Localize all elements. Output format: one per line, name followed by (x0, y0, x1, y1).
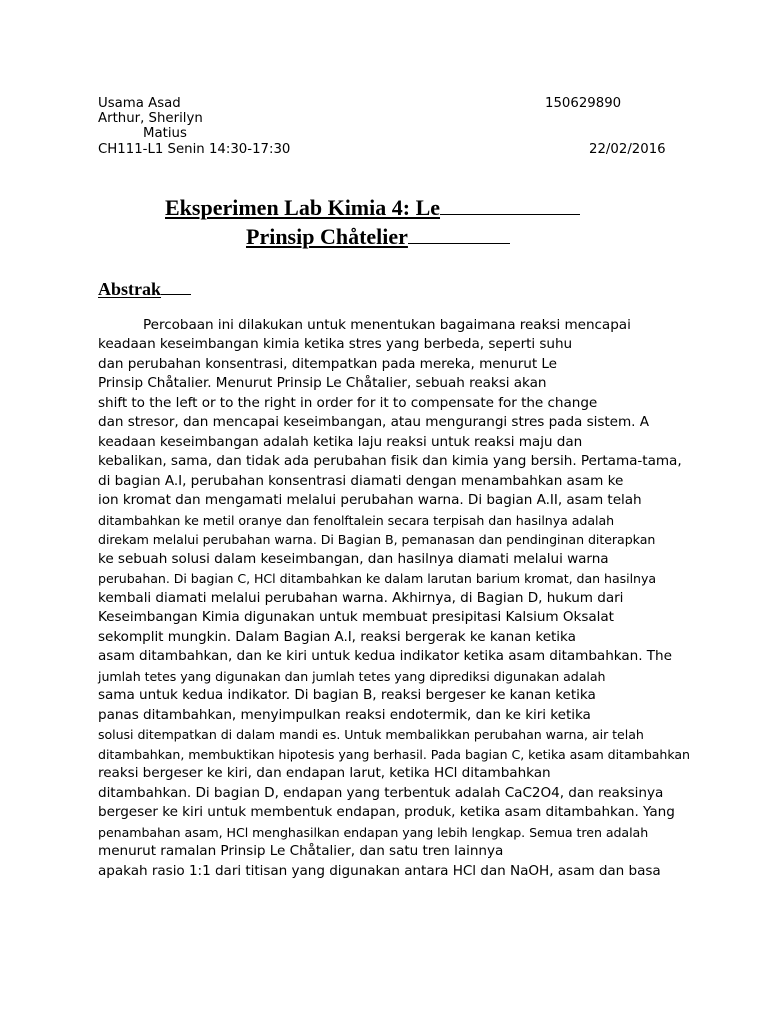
course-session: CH111-L1 Senin 14:30-17:30 (98, 142, 291, 157)
paragraph-line: perubahan. Di bagian C, HCl ditambahkan ke dalam larutan barium kromat, dan hasilnya (98, 571, 657, 586)
paragraph-line: menurut ramalan Prinsip Le Chåtalier, dan satu tren lainnya (98, 843, 504, 859)
paragraph-line: sama untuk kedua indikator. Di bagian B, reaksi bergeser ke kanan ketika (98, 687, 596, 703)
author-name: Usama Asad (98, 96, 181, 111)
report-date: 22/02/2016 (589, 142, 666, 157)
paragraph-line: ion kromat dan mengamati melalui perubahan warna. Di bagian A.II, asam telah (98, 492, 642, 508)
section-heading-rule (161, 293, 191, 295)
paragraph-line: kebalikan, sama, dan tidak ada perubahan fisik dan kimia yang bersih. Pertama-tama, (98, 453, 682, 469)
paragraph-line: apakah rasio 1:1 dari titisan yang digunakan antara HCl dan NaOH, asam dan basa (98, 863, 661, 879)
title-line-1 (165, 195, 580, 221)
paragraph-line: ke sebuah solusi dalam keseimbangan, dan hasilnya diamati melalui warna (98, 551, 609, 567)
paragraph-line: Prinsip Chåtalier. Menurut Prinsip Le Chåtalier, sebuah reaksi akan (98, 375, 547, 391)
paragraph-line: ditambahkan ke metil oranye dan fenolftalein secara terpisah dan hasilnya adalah (98, 513, 615, 528)
paragraph-line: di bagian A.I, perubahan konsentrasi diamati dengan menambahkan asam ke (98, 473, 624, 489)
paragraph-line: keadaan keseimbangan kimia ketika stres yang berbeda, seperti suhu (98, 336, 573, 352)
paragraph-line: kembali diamati melalui perubahan warna. Akhirnya, di Bagian D, hukum dari (98, 590, 624, 606)
student-id: 150629890 (545, 96, 622, 111)
paragraph-line: sekomplit mungkin. Dalam Bagian A.I, reaksi bergerak ke kanan ketika (98, 629, 576, 645)
paragraph-line: bergeser ke kiri untuk membentuk endapan, produk, ketika asam ditambahkan. Yang (98, 804, 675, 820)
paragraph-line: keadaan keseimbangan adalah ketika laju reaksi untuk reaksi maju dan (98, 434, 583, 450)
paragraph-line: Keseimbangan Kimia digunakan untuk membuat presipitasi Kalsium Oksalat (98, 609, 614, 625)
section-heading-text: Abstrak (98, 279, 162, 299)
paragraph-line: ditambahkan. Di bagian D, endapan yang terbentuk adalah CaC2O4, dan reaksinya (98, 785, 664, 801)
paragraph-line: penambahan asam, HCl menghasilkan endapan yang lebih lengkap. Semua tren adalah (98, 825, 649, 840)
paragraph-line: dan stresor, dan mencapai keseimbangan, atau mengurangi stres pada sistem. A (98, 414, 649, 430)
paragraph-line: Percobaan ini dilakukan untuk menentukan bagaimana reaksi mencapai (143, 317, 631, 333)
title-line-2-rule (408, 242, 510, 244)
paragraph-line: jumlah tetes yang digunakan dan jumlah tetes yang diprediksi digunakan adalah (98, 669, 606, 684)
partners-line-2: Matius (143, 126, 187, 141)
paragraph-line: solusi ditempatkan di dalam mandi es. Untuk membalikkan perubahan warna, air telah (98, 727, 644, 742)
section-heading-abstract (98, 278, 191, 300)
paragraph-line: shift to the left or to the right in order for it to compensate for the change (98, 395, 598, 411)
title-line-2-text: Prinsip Chåtelier (246, 224, 408, 249)
paragraph-line: dan perubahan konsentrasi, ditempatkan pada mereka, menurut Le (98, 356, 557, 372)
partners-line-1: Arthur, Sherilyn (98, 111, 203, 126)
paragraph-line: panas ditambahkan, menyimpulkan reaksi endotermik, dan ke kiri ketika (98, 707, 591, 723)
title-line-1-text: Eksperimen Lab Kimia 4: Le (165, 195, 441, 220)
title-line-2 (246, 224, 510, 250)
paragraph-line: asam ditambahkan, dan ke kiri untuk kedua indikator ketika asam ditambahkan. The (98, 648, 672, 664)
paragraph-line: ditambahkan, membuktikan hipotesis yang berhasil. Pada bagian C, ketika asam ditambahkan (98, 747, 690, 762)
paragraph-line: reaksi bergeser ke kiri, dan endapan larut, ketika HCl ditambahkan (98, 765, 551, 781)
paragraph-line: direkam melalui perubahan warna. Di Bagian B, pemanasan dan pendinginan diterapkan (98, 532, 656, 547)
title-line-1-rule (440, 213, 580, 215)
